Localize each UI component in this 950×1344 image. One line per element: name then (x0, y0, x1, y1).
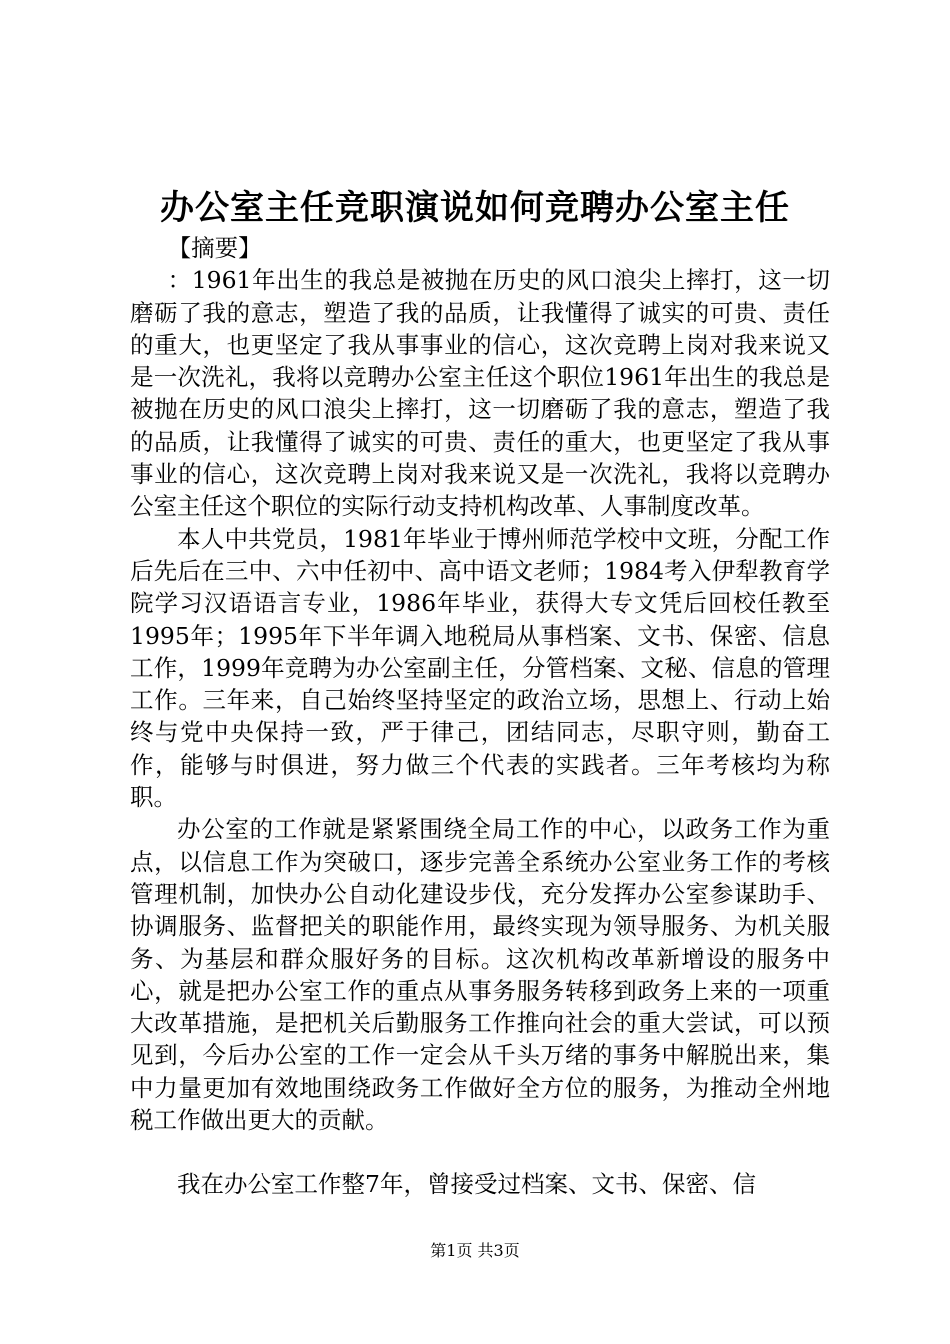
paragraph-abstract: ：1961年出生的我总是被抛在历史的风口浪尖上摔打，这一切磨砺了我的意志，塑造了我的品质，让我懂得了诚实的可贵、责任的重大，也更坚定了我从事事业的信心，这次竞聘上岗对我来说又是一次洗礼，我将以竞聘办公室主任这个职位1961年出生的我总是被抛在历史的风口浪尖上摔打，这一切磨砺了我的意志，塑造了我的品质，让我懂得了诚实的可贵、责任的重大，也更坚定了我从事事业的信心，这次竞聘上岗对我来说又是一次洗礼，我将以竞聘办公室主任这个职位的实际行动支持机构改革、人事制度改革。 (130, 266, 830, 521)
paragraph-office-work: 办公室的工作就是紧紧围绕全局工作的中心，以政务工作为重点，以信息工作为突破口，逐步完善全系统办公室业务工作的考核管理机制，加快办公自动化建设步伐，充分发挥办公室参谋助手、协调服务、监督把关的职能作用，最终实现为领导服务、为机关服务、为基层和群众服好务的目标。这次机构改革新增设的服务中心，就是把办公室工作的重点从事务服务转移到政务上来的一项重大改革措施，是把机关后勤服务工作推向社会的重大尝试，可以预见到，今后办公室的工作一定会从千头万绪的事务中解脱出来，集中力量更加有效地围绕政务工作做好全方位的服务，为推动全州地税工作做出更大的贡献。 (130, 815, 830, 1135)
page-title: 办公室主任竞职演说如何竞聘办公室主任 (160, 188, 790, 228)
page-footer: 第1页 共3页 (430, 1241, 520, 1260)
document-body (130, 232, 830, 1201)
abstract-label: 【摘要】 (167, 234, 262, 262)
paragraph-experience: 我在办公室工作整7年，曾接受过档案、文书、保密、信 (177, 1170, 756, 1199)
paragraph-biography: 本人中共党员，1981年毕业于博州师范学校中文班，分配工作后先后在三中、六中任初中、高中语文老师；1984考入伊犁教育学院学习汉语语言专业，1986年毕业，获得大专文凭后回校任教至1995年；1995年下半年调入地税局从事档案、文书、保密、信息工作，1999年竞聘为办公室副主任，分管档案、文秘、信息的管理工作。三年来，自己始终坚持坚定的政治立场，思想上、行动上始终与党中央保持一致，严于律己，团结同志，尽职守则，勤奋工作，能够与时俱进，努力做三个代表的实践者。三年考核均为称职。 (130, 524, 830, 812)
